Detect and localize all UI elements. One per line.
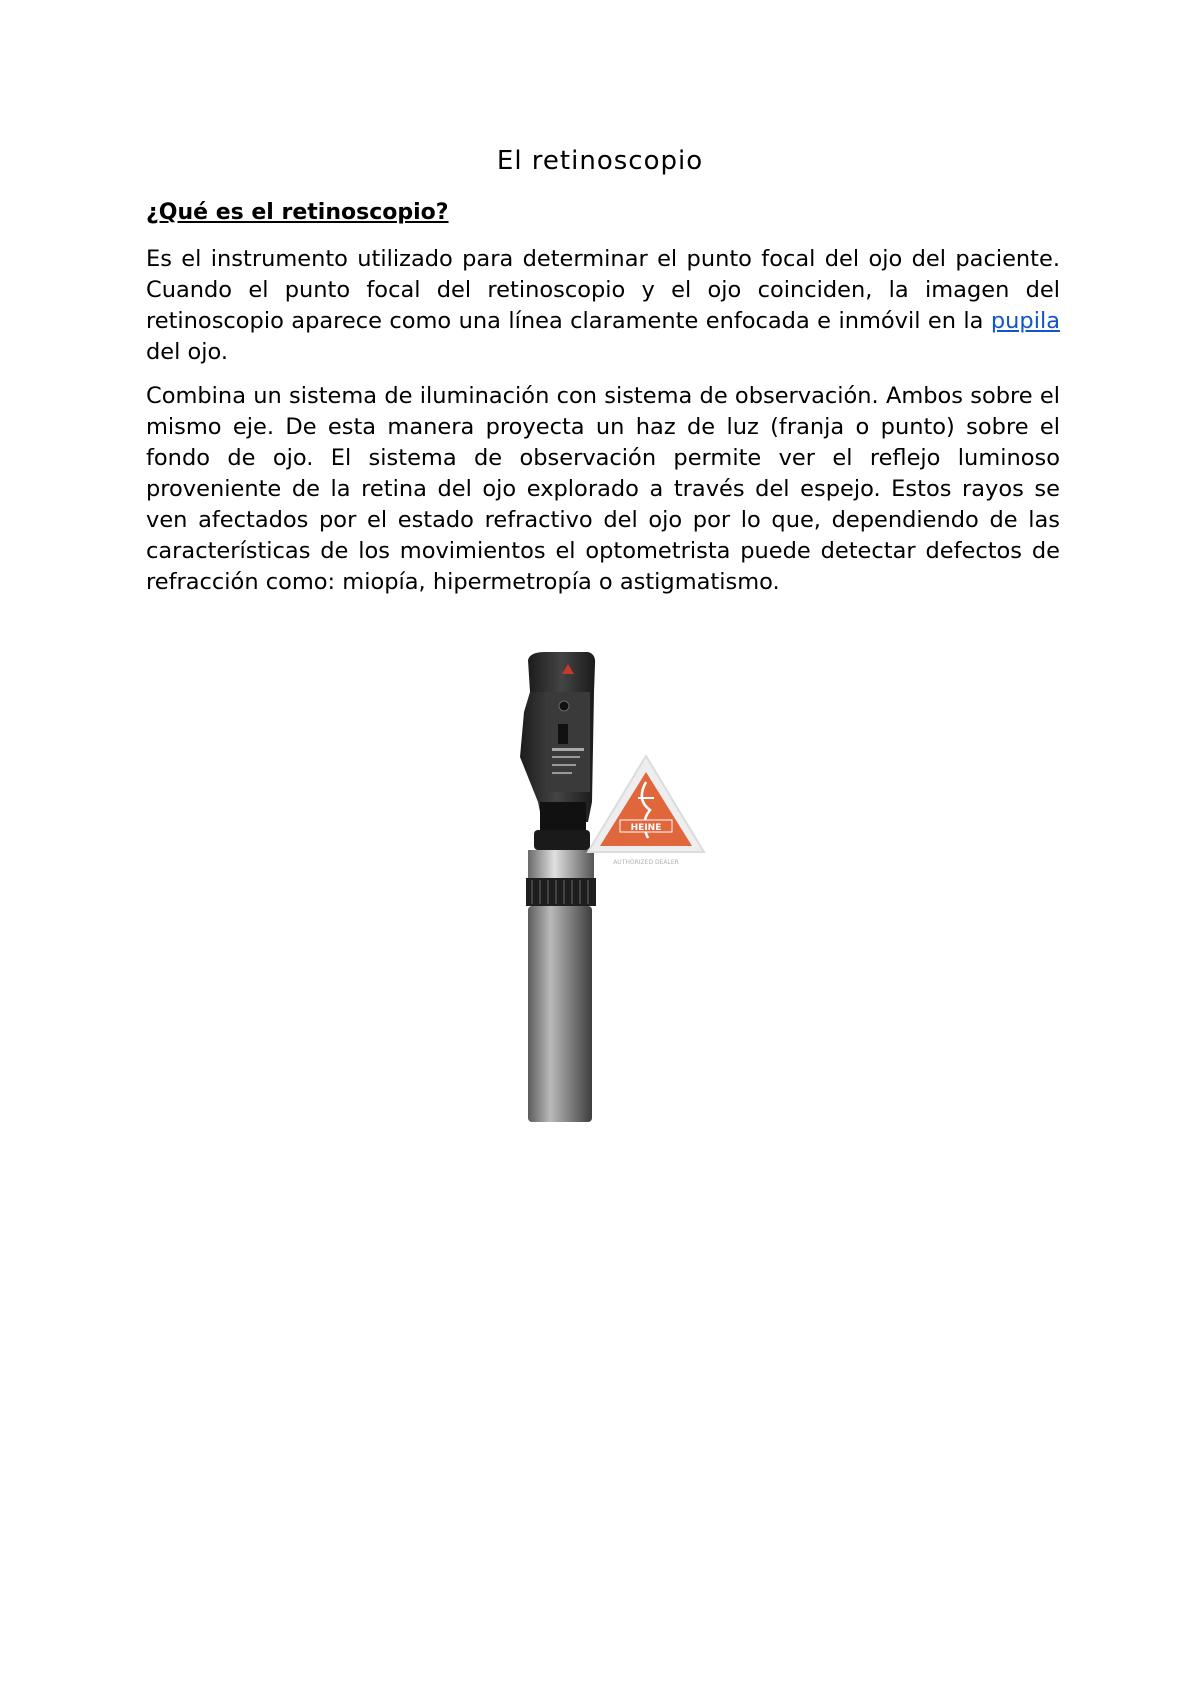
collar [528, 850, 594, 878]
retinoscope-illustration [500, 652, 750, 1132]
label-line [552, 748, 584, 751]
logo-text: HEINE [630, 823, 662, 833]
neck-ring [534, 830, 590, 850]
grip-ring [526, 878, 596, 906]
label-line [552, 756, 580, 758]
retinoscope-head-top [528, 652, 595, 692]
label-line [552, 772, 572, 774]
handle [528, 906, 592, 1122]
pupila-link[interactable]: pupila [990, 308, 1060, 334]
neck [540, 802, 586, 832]
logo-caption: AUTHORIZED DEALER [613, 859, 679, 866]
label-line [552, 764, 576, 766]
lens-aperture [559, 701, 569, 711]
heine-logo [588, 756, 704, 866]
paragraph-description: Combina un sistema de iluminación con sistema de observación. Ambos sobre el mismo eje. De esta manera proyecta un haz de luz (franja o punto) sobre el fondo de ojo. El sistema de observación permite ver el reflejo luminoso proveniente de la retina del ojo explorado a través del espejo. Estos rayos se ven afectados por el estado refractivo del ojo por lo que, dependiendo de las características de los movimientos el optometrista puede detectar defectos de refracción como: miopía, hipermetropía o astigmatismo. [146, 383, 1060, 595]
page-title: El retinoscopio [496, 146, 704, 176]
paragraph-definition-text: Es el instrumento utilizado para determinar el punto focal del ojo del paciente. Cuando el punto focal del retinoscopio y el ojo coinciden, la imagen del retinoscopio aparece como una línea claramente enfocada e inmóvil en la [146, 246, 1060, 334]
paragraph-definition-end: del ojo. [146, 339, 229, 365]
paragraph-definition [146, 244, 1060, 368]
slider [558, 724, 568, 744]
retinoscope-image [500, 652, 750, 1132]
section-heading: ¿Qué es el retinoscopio? [146, 200, 449, 225]
